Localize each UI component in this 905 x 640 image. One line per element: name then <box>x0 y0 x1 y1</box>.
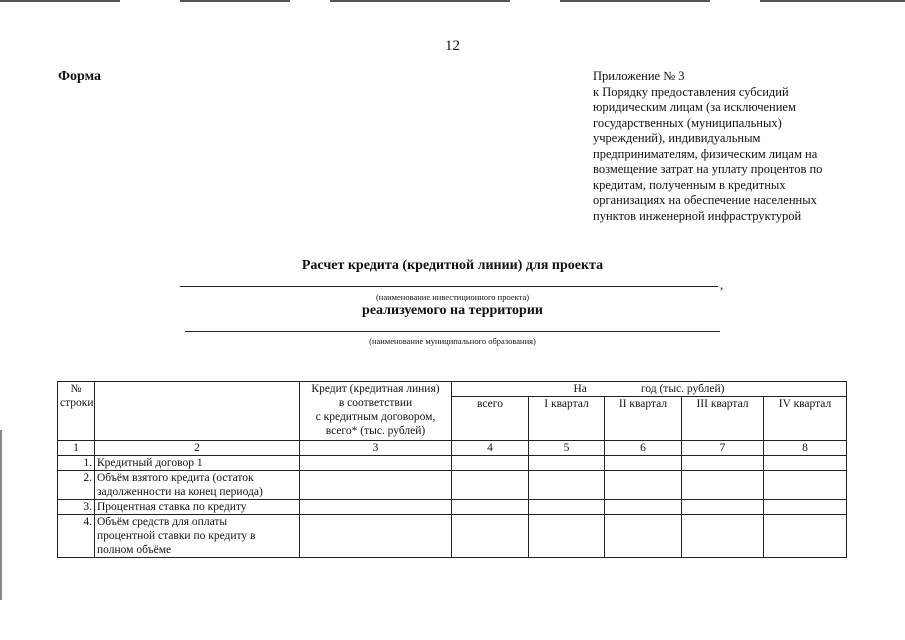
appendix-line: пунктов инженерной инфраструктурой <box>593 208 802 223</box>
row-label-line: Процентная ставка по кредиту <box>97 501 247 513</box>
table-cell[interactable] <box>529 515 605 558</box>
table-cell[interactable] <box>452 500 529 515</box>
header-period-suffix: год (тыс. рублей) <box>640 383 725 395</box>
form-subtitle: реализуемого на территории <box>362 303 543 318</box>
table-cell[interactable] <box>300 456 452 471</box>
table-cell[interactable] <box>529 471 605 500</box>
table-cell[interactable] <box>605 456 682 471</box>
table-cell[interactable] <box>682 456 764 471</box>
header-credit-line: Кредит (кредитная линия) <box>311 383 440 395</box>
municipality-name-line <box>185 331 720 332</box>
column-number: 7 <box>682 441 764 456</box>
table-cell[interactable] <box>300 515 452 558</box>
header-credit-line: всего* (тыс. рублей) <box>325 425 426 437</box>
row-number: 3. <box>58 500 95 515</box>
header-row-number-symbol: № <box>70 383 82 395</box>
column-number: 2 <box>95 441 300 456</box>
column-number: 6 <box>605 441 682 456</box>
table-row <box>58 471 847 500</box>
column-number-row <box>58 441 847 456</box>
appendix-line: предпринимателям, физическим лицам на <box>593 146 818 161</box>
header-credit <box>300 382 452 441</box>
scan-top-edge <box>0 0 905 3</box>
table-cell[interactable] <box>529 456 605 471</box>
header-credit-line: с кредитным договором, <box>315 411 436 423</box>
table-cell[interactable] <box>452 456 529 471</box>
column-number: 4 <box>452 441 529 456</box>
table-cell[interactable] <box>452 515 529 558</box>
table-cell[interactable] <box>764 456 847 471</box>
header-period <box>452 382 847 397</box>
appendix-line: Приложение № 3 <box>593 69 685 83</box>
row-number: 4. <box>58 515 95 558</box>
header-q2: II квартал <box>605 397 682 441</box>
table-cell[interactable] <box>300 471 452 500</box>
column-number: 1 <box>58 441 95 456</box>
header-credit-line: в соответствии <box>338 397 413 409</box>
table-cell[interactable] <box>764 500 847 515</box>
header-row-number <box>58 382 95 441</box>
project-name-line <box>180 286 718 287</box>
row-label <box>95 471 300 500</box>
table-cell[interactable] <box>605 500 682 515</box>
table-cell[interactable] <box>300 500 452 515</box>
table-cell[interactable] <box>605 515 682 558</box>
row-label-line: полном объёме <box>97 544 172 556</box>
column-number: 3 <box>300 441 452 456</box>
header-q4: IV квартал <box>764 397 847 441</box>
header-q1: I квартал <box>529 397 605 441</box>
table-row <box>58 456 847 471</box>
credit-table <box>57 381 847 558</box>
header-total: всего <box>452 397 529 441</box>
table-cell[interactable] <box>682 515 764 558</box>
appendix-line: организациях на обеспечение населенных <box>593 193 817 207</box>
column-number: 5 <box>529 441 605 456</box>
row-number: 2. <box>58 471 95 500</box>
row-label <box>95 515 300 558</box>
appendix-block <box>593 69 883 224</box>
table-cell[interactable] <box>452 471 529 500</box>
appendix-line: государственных (муниципальных) <box>593 115 782 130</box>
header-row-number-label: строки <box>60 397 94 409</box>
column-number: 8 <box>764 441 847 456</box>
table-header-row <box>58 382 847 397</box>
row-label-line: Кредитный договор 1 <box>97 457 203 469</box>
row-label <box>95 456 300 471</box>
form-title: Расчет кредита (кредитной линии) для проекта <box>301 258 604 273</box>
table-row <box>58 500 847 515</box>
header-period-prefix: На <box>573 383 587 395</box>
row-label-line: процентной ставки по кредиту в <box>97 530 256 542</box>
row-label <box>95 500 300 515</box>
trailing-comma: , <box>720 277 724 292</box>
header-indicator <box>95 382 300 441</box>
table-cell[interactable] <box>682 471 764 500</box>
header-q3: III квартал <box>682 397 764 441</box>
table-row <box>58 515 847 558</box>
table-cell[interactable] <box>529 500 605 515</box>
row-label-line: Объём средств для оплаты <box>97 516 228 528</box>
table-cell[interactable] <box>764 515 847 558</box>
row-label-line: задолженности на конец периода) <box>97 486 263 498</box>
scan-left-edge <box>0 430 2 600</box>
appendix-line: возмещение затрат на уплату процентов по <box>593 162 823 176</box>
row-label-line: Объём взятого кредита (остаток <box>97 472 254 484</box>
project-name-caption: (наименование инвестиционного проекта) <box>375 292 530 302</box>
municipality-name-caption: (наименование муниципального образования) <box>369 336 536 346</box>
table-cell[interactable] <box>605 471 682 500</box>
table-cell[interactable] <box>682 500 764 515</box>
appendix-line: учреждений), индивидуальным <box>593 131 761 145</box>
appendix-line: к Порядку предоставления субсидий <box>593 84 789 99</box>
form-label: Форма <box>58 69 102 84</box>
table-cell[interactable] <box>764 471 847 500</box>
appendix-line: кредитам, полученным в кредитных <box>593 177 786 192</box>
row-number: 1. <box>58 456 95 471</box>
appendix-line: юридическим лицам (за исключением <box>593 100 796 114</box>
page-number: 12 <box>445 38 460 54</box>
